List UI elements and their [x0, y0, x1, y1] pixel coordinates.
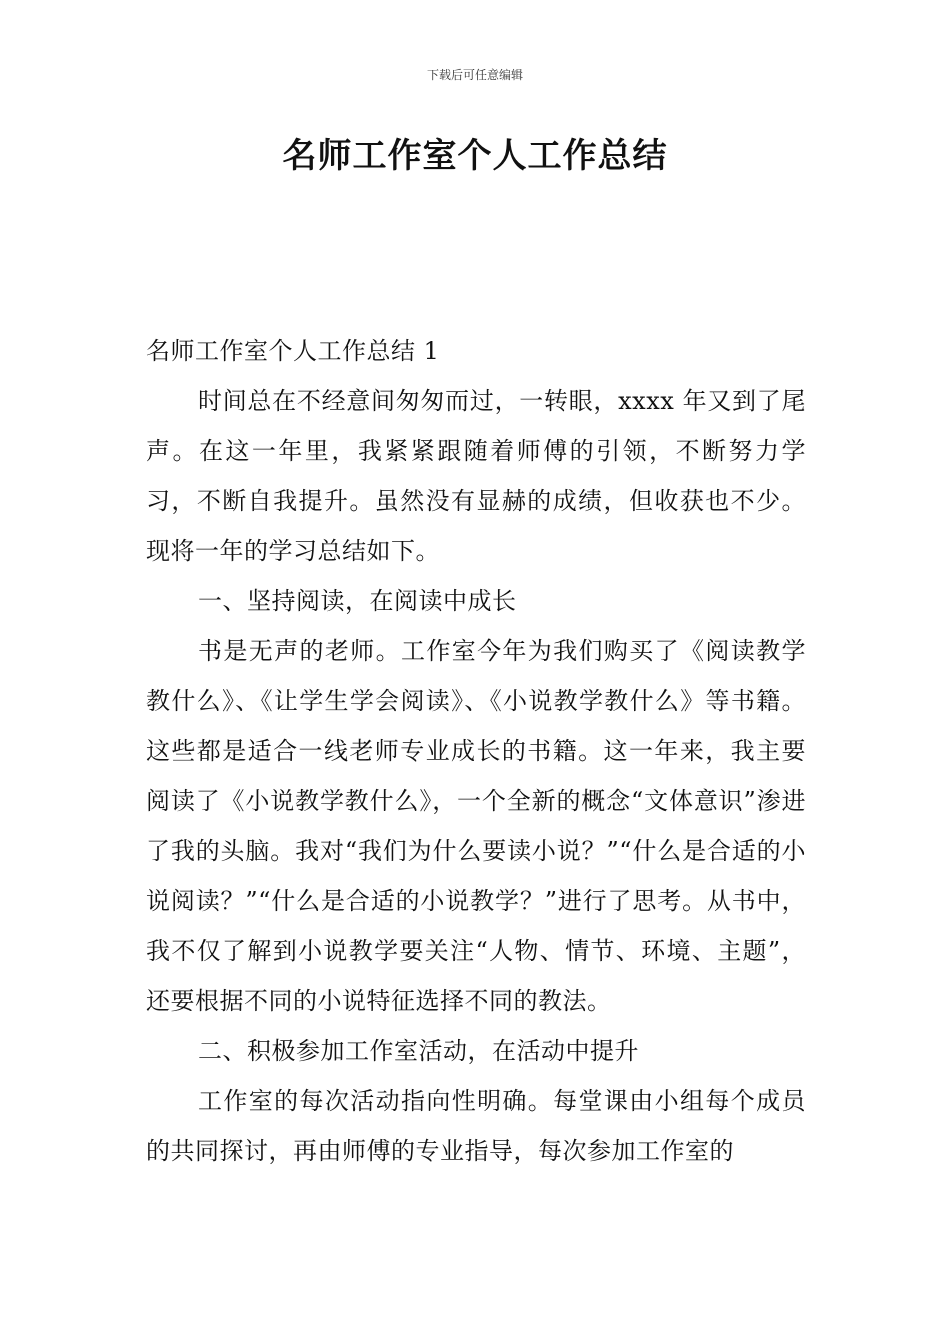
document-body: [146, 326, 806, 1176]
document-title: 名师工作室个人工作总结: [282, 136, 668, 176]
section-title: 名师工作室个人工作总结 1: [146, 337, 440, 365]
heading-activities: 二、积极参加工作室活动，在活动中提升: [198, 1037, 639, 1065]
paragraph-intro: 时间总在不经意间匆匆而过，一转眼，xxxx 年又到了尾声。在这一年里，我紧紧跟随着师傅的引领，不断努力学习，不断自我提升。虽然没有显赫的成绩，但收获也不少。现将一年的学习总结如下。: [146, 387, 806, 565]
paragraph-reading: 书是无声的老师。工作室今年为我们购买了《阅读教学教什么》、《让学生学会阅读》、《小说教学教什么》等书籍。这些都是适合一线老师专业成长的书籍。这一年来，我主要阅读了《小说教学教什么》，一个全新的概念“文体意识”渗进了我的头脑。我对“我们为什么要读小说？”“什么是合适的小说阅读？”“什么是合适的小说教学？”进行了思考。从书中，我不仅了解到小说教学要关注“人物、情节、环境、主题”，还要根据不同的小说特征选择不同的教法。: [146, 637, 806, 1015]
header-note: 下载后可任意编辑: [426, 68, 523, 82]
heading-reading: 一、坚持阅读，在阅读中成长: [198, 587, 517, 615]
paragraph-activities: 工作室的每次活动指向性明确。每堂课由小组每个成员的共同探讨，再由师傅的专业指导，每次参加工作室的: [146, 1087, 806, 1165]
